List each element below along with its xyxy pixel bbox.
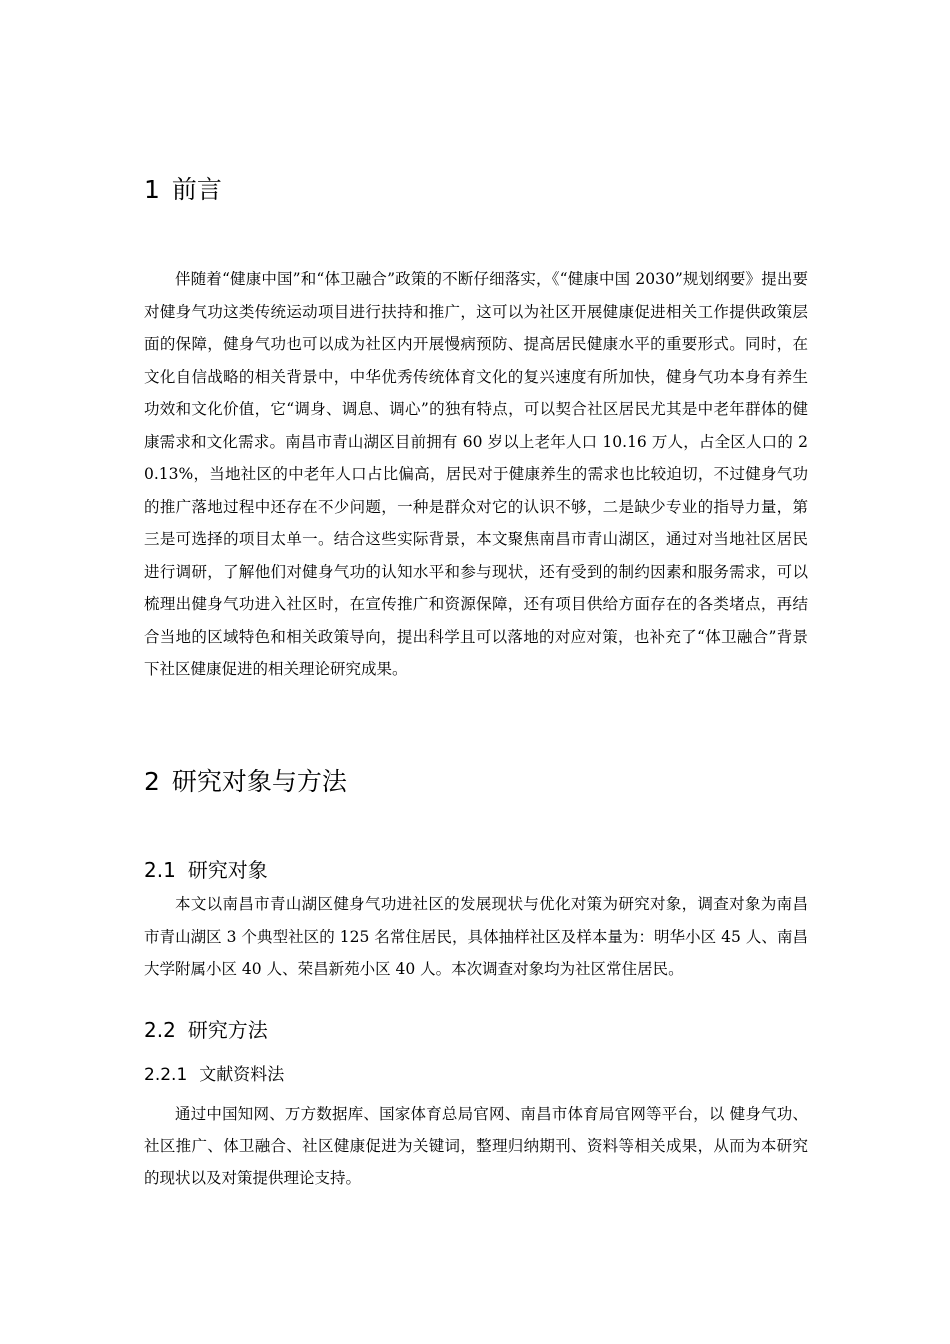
subsection-number: 2.2 [144,1018,176,1042]
section-heading-methods [144,766,347,798]
subsubsection-title: 文献资料法 [199,1065,285,1085]
intro-paragraph: 伴随着“健康中国”和“体卫融合”政策的不断仔细落实，《“健康中国 2030”规划纲要》提出要对健身气功这类传统运动项目进行扶持和推广，这可以为社区开展健康促进相关工作提供政策层面的保障，健身气功也可以成为社区内开展慢病预防、提高居民健康水平的重要形式。同时，在文化自信战略的相关背景中，中华优秀传统体育文化的复兴速度有所加快，健身气功本身有养生功效和文化价值，它“调身、调息、调心”的独有特点，可以契合社区居民尤其是中老年群体的健康需求和文化需求。南昌市青山湖区目前拥有 60 岁以上老年人口 10.16 万人，占全区人口的 20.13%，当地社区的中老年人口占比偏高，居民对于健康养生的需求也比较迫切，不过健身气功的推广落地过程中还存在不少问题，一种是群众对它的认识不够，二是缺少专业的指导力量，第三是可选择的项目太单一。结合这些实际背景，本文聚焦南昌市青山湖区，通过对当地社区居民进行调研，了解他们对健身气功的认知水平和参与现状，还有受到的制约因素和服务需求，可以梳理出健身气功进入社区时，在宣传推广和资源保障，还有项目供给方面存在的各类堵点，再结合当地的区域特色和相关政策导向，提出科学且可以落地的对应对策，也补充了“体卫融合”背景下社区健康促进的相关理论研究成果。 [144,270,808,678]
subsection-number: 2.1 [144,858,176,882]
literature-paragraph: 通过中国知网、万方数据库、国家体育总局官网、南昌市体育局官网等平台，以 健身气功、社区推广、体卫融合、社区健康促进为关键词，整理归纳期刊、资料等相关成果，从而为本研究的现状以及对策提供理论支持。 [144,1105,808,1187]
section-number: 1 [144,175,160,204]
subsubsection-number: 2.2.1 [144,1065,188,1085]
subsubsection-heading-literature [144,1063,284,1087]
object-paragraph: 本文以南昌市青山湖区健身气功进社区的发展现状与优化对策为研究对象，调查对象为南昌市青山湖区 3 个典型社区的 125 名常住居民，具体抽样社区及样本量为：明华小区 45 人、南昌大学附属小区 40 人、荣昌新苑小区 40 人。本次调查对象均为社区常住居民。 [144,895,808,978]
section-title: 研究对象与方法 [171,767,347,796]
section-heading-intro [144,174,222,206]
subsection-title: 研究对象 [187,858,268,882]
subsection-heading-method [144,1017,268,1043]
section-title: 前言 [171,175,222,204]
subsection-title: 研究方法 [187,1018,268,1042]
subsection-heading-object [144,857,268,883]
section-number: 2 [144,767,160,796]
